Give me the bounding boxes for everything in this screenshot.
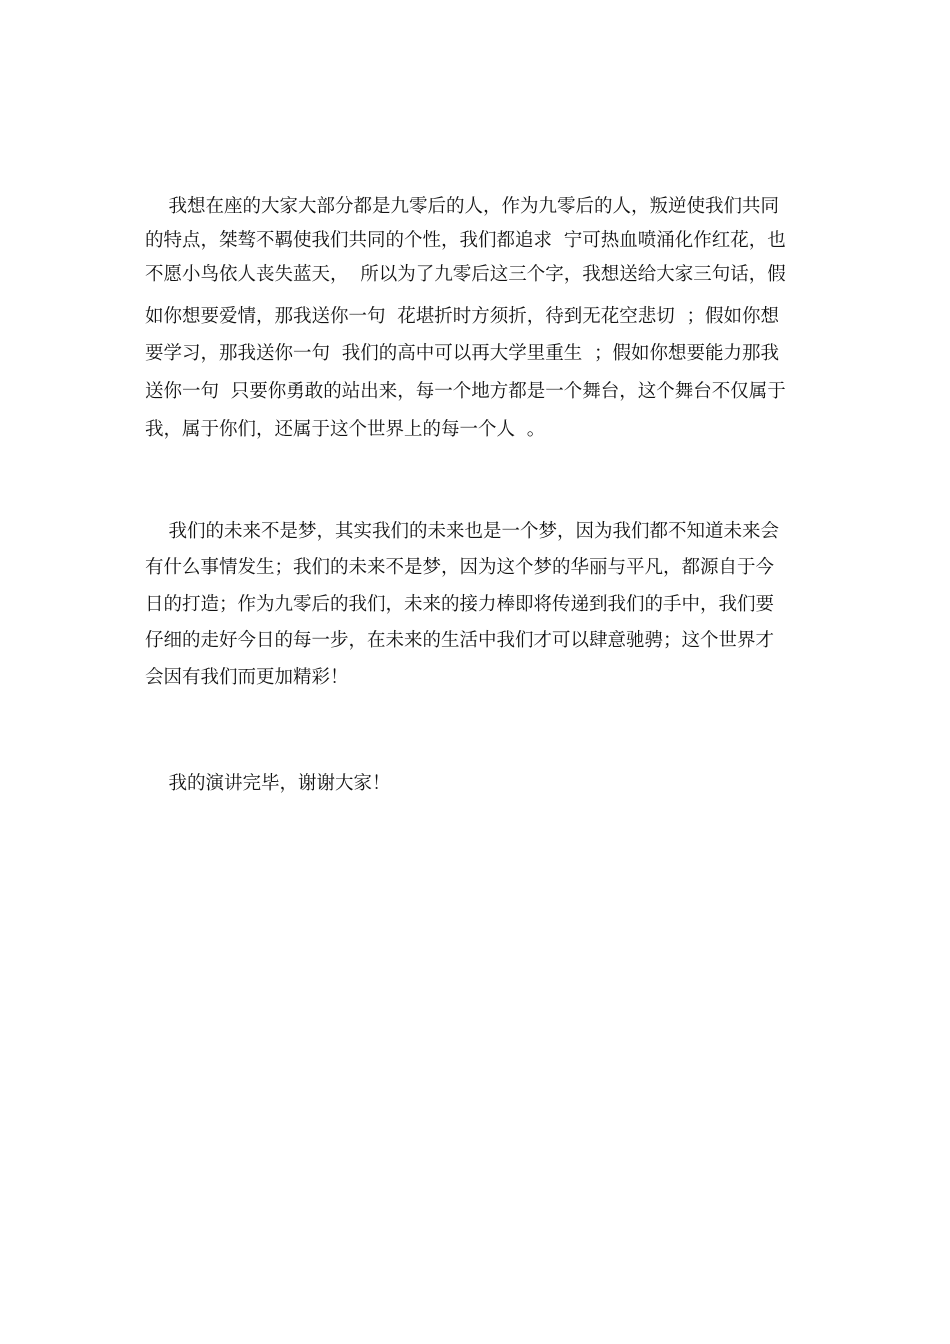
paragraph-line: 我的演讲完毕，谢谢大家！ — [145, 773, 391, 794]
paragraph-line: 的特点，桀骜不羁使我们共同的个性，我们都追求 宁可热血喷涌化作红花，也 — [145, 230, 786, 251]
paragraph-line: 不愿小鸟依人丧失蓝天， 所以为了九零后这三个字，我想送给大家三句话，假 — [145, 264, 786, 285]
paragraph-line: 会因有我们而更加精彩！ — [145, 667, 349, 688]
paragraph-line: 我想在座的大家大部分都是九零后的人，作为九零后的人，叛逆使我们共同 — [145, 196, 780, 217]
paragraph-line: 我，属于你们，还属于这个世界上的每一个人 。 — [145, 419, 546, 440]
paragraph-line: 仔细的走好今日的每一步，在未来的生活中我们才可以肆意驰骋；这个世界才 — [145, 630, 775, 651]
paragraph-line: 如你想要爱情，那我送你一句 花堪折时方须折，待到无花空悲切 ；假如你想 — [145, 306, 780, 327]
paragraph-line: 要学习，那我送你一句 我们的高中可以再大学里重生 ；假如你想要能力那我 — [145, 343, 780, 364]
paragraph-line: 送你一句 只要你勇敢的站出来，每一个地方都是一个舞台，这个舞台不仅属于 — [145, 381, 786, 402]
paragraph-line: 日的打造；作为九零后的我们，未来的接力棒即将传递到我们的手中，我们要 — [145, 594, 775, 615]
paragraph-line: 我们的未来不是梦，其实我们的未来也是一个梦，因为我们都不知道未来会 — [145, 521, 780, 542]
paragraph-line: 有什么事情发生；我们的未来不是梦，因为这个梦的华丽与平凡，都源自于今 — [145, 557, 775, 578]
